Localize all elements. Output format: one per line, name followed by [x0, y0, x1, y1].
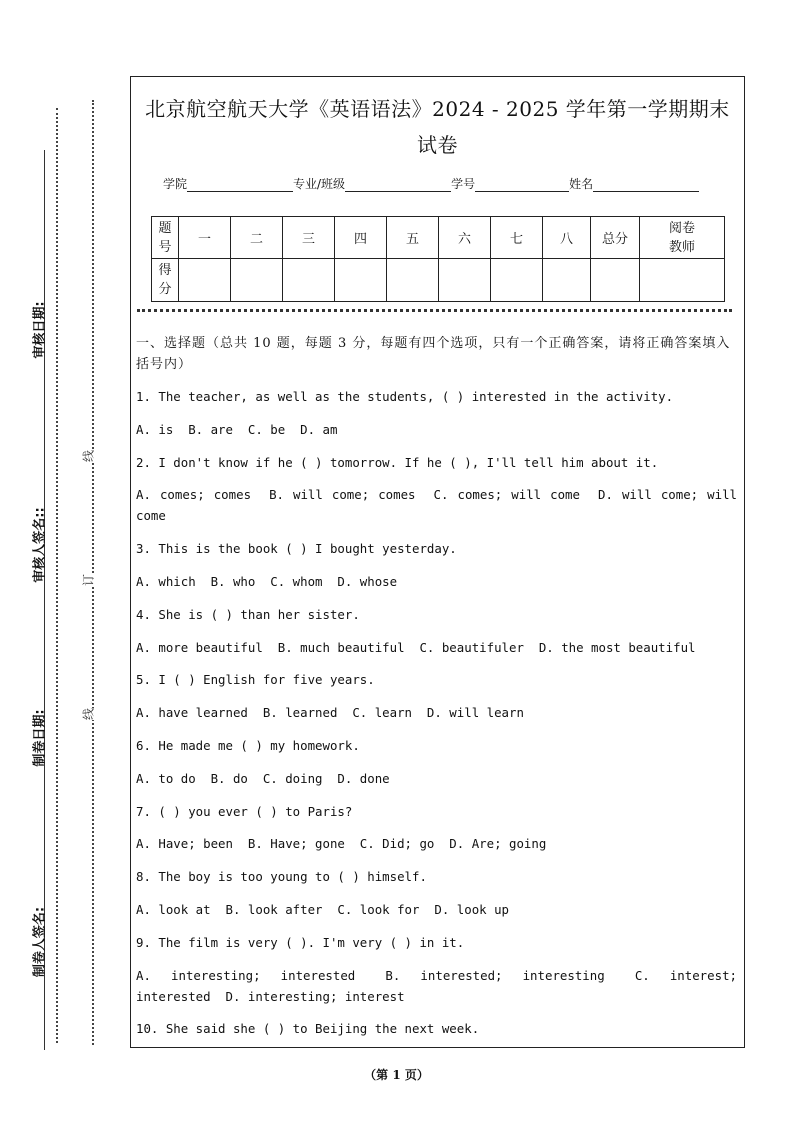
score-cell-6[interactable]: [439, 259, 491, 302]
header-cell-4: 四: [335, 217, 387, 259]
question-9: 9. The film is very ( ). I'm very ( ) in it.: [136, 934, 465, 950]
header-cell-1: 一: [179, 217, 231, 259]
binding-char-xian-top: 线: [78, 450, 99, 462]
review-date-label: 审核日期:: [32, 301, 48, 359]
score-cell-total[interactable]: [591, 259, 640, 302]
name-field[interactable]: [593, 177, 699, 192]
header-cell-grader: 阅卷教师: [640, 217, 725, 259]
binding-char-xian-bottom: 线: [78, 708, 99, 720]
college-label: 学院: [163, 177, 188, 191]
score-cell-2[interactable]: [231, 259, 283, 302]
header-cell-5: 五: [387, 217, 439, 259]
major-field[interactable]: [345, 177, 451, 192]
student-id-label: 学号: [451, 177, 476, 191]
maker-sign-label: 制卷人签名:: [32, 906, 48, 978]
score-cell-5[interactable]: [387, 259, 439, 302]
exam-title: 北京航空航天大学《英语语法》2024 - 2025 学年第一学期期末试卷: [145, 97, 730, 157]
score-cell-grader[interactable]: [640, 259, 725, 302]
question-6: 6. He made me ( ) my homework.: [136, 737, 360, 753]
make-date-label: 制卷日期:: [32, 709, 48, 767]
question-2: 2. I don't know if he ( ) tomorrow. If he ( ), I'll tell him about it.: [136, 454, 659, 470]
header-cell-question-no: 题号: [152, 217, 179, 259]
dotted-separator: [137, 309, 732, 312]
options-8: A. look at B. look after C. look for D. look up: [136, 901, 509, 917]
header-cell-total: 总分: [591, 217, 640, 259]
page-number: （第 1 页）: [364, 1068, 429, 1082]
options-9: A. interesting; interested B. interested; interesting C. interest; interested D. interesting; interest: [136, 967, 745, 1004]
question-4: 4. She is ( ) than her sister.: [136, 606, 360, 622]
score-label-cell: 得分: [152, 259, 179, 302]
score-table: [151, 216, 725, 302]
score-cell-8[interactable]: [543, 259, 591, 302]
question-1: 1. The teacher, as well as the students, ( ) interested in the activity.: [136, 389, 674, 404]
major-label: 专业/班级: [293, 177, 346, 191]
options-7: A. Have; been B. Have; gone C. Did; go D. Are; going: [136, 836, 547, 852]
options-6: A. to do B. do C. doing D. done: [136, 770, 390, 786]
student-info-row: [163, 175, 699, 192]
question-3: 3. This is the book ( ) I bought yesterday.: [136, 541, 457, 557]
question-8: 8. The boy is too young to ( ) himself.: [136, 869, 427, 885]
header-cell-3: 三: [283, 217, 335, 259]
options-3: A. which B. who C. whom D. whose: [136, 573, 398, 589]
options-2: A. comes; comes B. will come; comes C. comes; will come D. will come; will come: [136, 487, 745, 524]
question-5: 5. I ( ) English for five years.: [136, 672, 375, 688]
question-7: 7. ( ) you ever ( ) to Paris?: [136, 803, 353, 819]
score-table-score-row: [152, 259, 725, 302]
header-cell-6: 六: [439, 217, 491, 259]
section-1-multiple-choice: [136, 333, 745, 1051]
header-cell-7: 七: [491, 217, 543, 259]
binding-dotted-line-inner: [92, 100, 94, 1045]
binding-dotted-line-outer: [56, 108, 58, 1043]
binding-char-ding: 订: [78, 574, 99, 586]
college-field[interactable]: [187, 177, 293, 192]
options-1: A. is B. are C. be D. am: [136, 421, 338, 437]
score-table-header-row: [152, 217, 725, 259]
score-cell-7[interactable]: [491, 259, 543, 302]
score-cell-1[interactable]: [179, 259, 231, 302]
name-label: 姓名: [569, 177, 594, 191]
header-cell-8: 八: [543, 217, 591, 259]
header-cell-2: 二: [231, 217, 283, 259]
options-5: A. have learned B. learned C. learn D. will learn: [136, 705, 524, 721]
student-id-field[interactable]: [475, 177, 569, 192]
score-cell-3[interactable]: [283, 259, 335, 302]
options-4: A. more beautiful B. much beautiful C. beautifuler D. the most beautiful: [136, 639, 696, 655]
score-cell-4[interactable]: [335, 259, 387, 302]
question-10: 10. She said she ( ) to Beijing the next week.: [136, 1021, 480, 1037]
exam-frame: [130, 76, 745, 1048]
reviewer-sign-label: 审核人签名::: [32, 507, 48, 583]
section-1-title: 一、选择题（总共 10 题，每题 3 分，每题有四个选项，只有一个正确答案，请将正确答案填入括号内）: [136, 336, 731, 372]
